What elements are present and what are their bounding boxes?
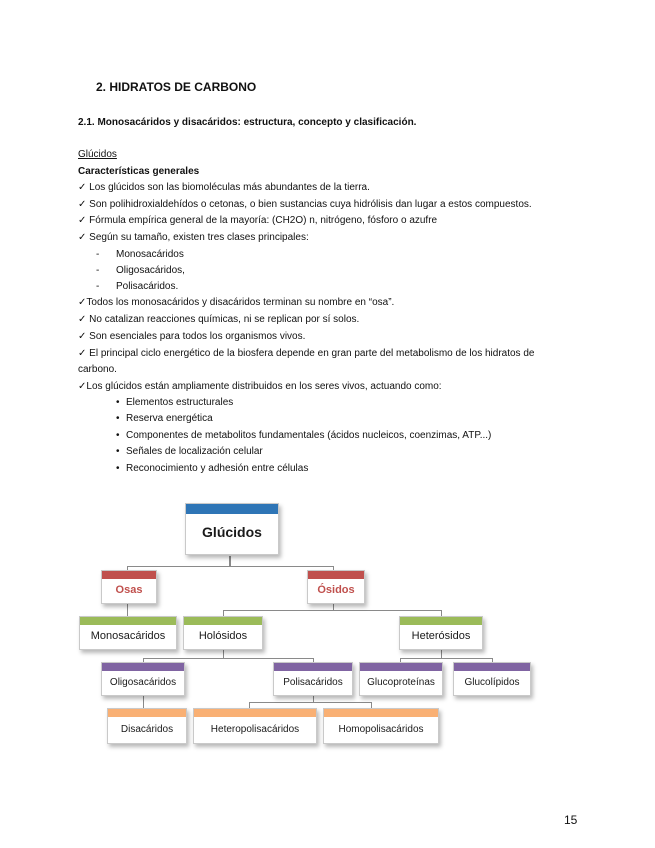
list-item: ✓Los glúcidos están ampliamente distribuidos en los seres vivos, actuando como: (78, 381, 442, 392)
node-color-bar (324, 709, 438, 717)
check-icon: ✓ (78, 182, 87, 193)
list-item: Señales de localización celular (126, 446, 263, 457)
list-item: ✓ Son esenciales para todos los organismos vivos. (78, 331, 306, 342)
node-heterosidos: Heterósidos (399, 616, 483, 650)
node-color-bar (184, 617, 262, 625)
node-glucolipidos: Glucolípidos (453, 662, 531, 696)
check-icon: ✓ (78, 297, 87, 308)
node-color-bar (186, 504, 278, 514)
check-icon: ✓ (78, 215, 87, 226)
node-oligosacaridos: Oligosacáridos (101, 662, 185, 696)
check-icon: ✓ (78, 232, 87, 243)
list-item: ✓Todos los monosacáridos y disacáridos terminan su nombre en “osa”. (78, 297, 395, 308)
connector (223, 610, 441, 611)
connector (229, 556, 231, 566)
node-color-bar (308, 571, 364, 579)
check-icon: ✓ (78, 381, 87, 392)
list-item: Reserva energética (126, 413, 213, 424)
node-heteropolisacaridos: Heteropolisacáridos (193, 708, 317, 744)
glucidos-classification-diagram (77, 500, 537, 750)
node-glucidos: Glúcidos (185, 503, 279, 555)
bullet-icon: • (116, 413, 120, 424)
node-monosacaridos: Monosacáridos (79, 616, 177, 650)
connector (441, 650, 442, 658)
list-item: ✓ Según su tamaño, existen tres clases principales: (78, 232, 309, 243)
connector (143, 658, 313, 659)
list-item: Monosacáridos (116, 249, 184, 260)
node-homopolisacaridos: Homopolisacáridos (323, 708, 439, 744)
bullet-icon: • (116, 446, 120, 457)
connector (400, 658, 492, 659)
list-item: ✓ El principal ciclo energético de la biosfera depende en gran parte del metabolismo de los hidratos de (78, 348, 535, 359)
list-item: ✓ No catalizan reacciones químicas, ni se replican por sí solos. (78, 314, 360, 325)
dash-icon: - (96, 265, 100, 276)
list-item: ✓ Los glúcidos son las biomoléculas más abundantes de la tierra. (78, 182, 370, 193)
node-color-bar (102, 571, 156, 579)
subsection-heading: 2.1. Monosacáridos y disacáridos: estructura, concepto y clasificación. (78, 117, 417, 128)
node-osidos: Ósidos (307, 570, 365, 604)
check-icon: ✓ (78, 199, 87, 210)
page-number: 15 (564, 813, 578, 827)
node-color-bar (108, 709, 186, 717)
list-item: ✓ Son polihidroxialdehídos o cetonas, o bien sustancias cuya hidrólisis dan lugar a estos compuestos. (78, 199, 532, 210)
check-icon: ✓ (78, 331, 87, 342)
dash-icon: - (96, 249, 100, 260)
list-item-continuation: carbono. (78, 364, 117, 375)
bullet-icon: • (116, 463, 120, 474)
characteristics-title: Características generales (78, 166, 200, 177)
node-color-bar (194, 709, 316, 717)
list-item: ✓ Fórmula empírica general de la mayoría: (CH2O) n, nitrógeno, fósforo o azufre (78, 215, 438, 226)
dash-icon: - (96, 281, 100, 292)
node-color-bar (400, 617, 482, 625)
connector (143, 696, 144, 708)
node-glucoproteinas: Glucoproteínas (359, 662, 443, 696)
connector (127, 566, 333, 567)
connector (127, 604, 128, 616)
list-item: Polisacáridos. (116, 281, 179, 292)
node-color-bar (454, 663, 530, 671)
node-color-bar (360, 663, 442, 671)
section-heading: 2. HIDRATOS DE CARBONO (96, 80, 257, 94)
list-item: Oligosacáridos, (116, 265, 185, 276)
node-osas: Osas (101, 570, 157, 604)
list-item: Componentes de metabolitos fundamentales (ácidos nucleicos, coenzimas, ATP...) (126, 430, 492, 441)
node-polisacaridos: Polisacáridos (273, 662, 353, 696)
list-item: Elementos estructurales (126, 397, 234, 408)
node-holosidos: Holósidos (183, 616, 263, 650)
bullet-icon: • (116, 430, 120, 441)
check-icon: ✓ (78, 314, 87, 325)
topic-title: Glúcidos (78, 149, 117, 160)
node-disacaridos: Disacáridos (107, 708, 187, 744)
bullet-icon: • (116, 397, 120, 408)
node-color-bar (80, 617, 176, 625)
check-icon: ✓ (78, 348, 87, 359)
node-color-bar (274, 663, 352, 671)
connector (249, 702, 371, 703)
list-item: Reconocimiento y adhesión entre células (126, 463, 309, 474)
connector (223, 650, 224, 658)
node-color-bar (102, 663, 184, 671)
